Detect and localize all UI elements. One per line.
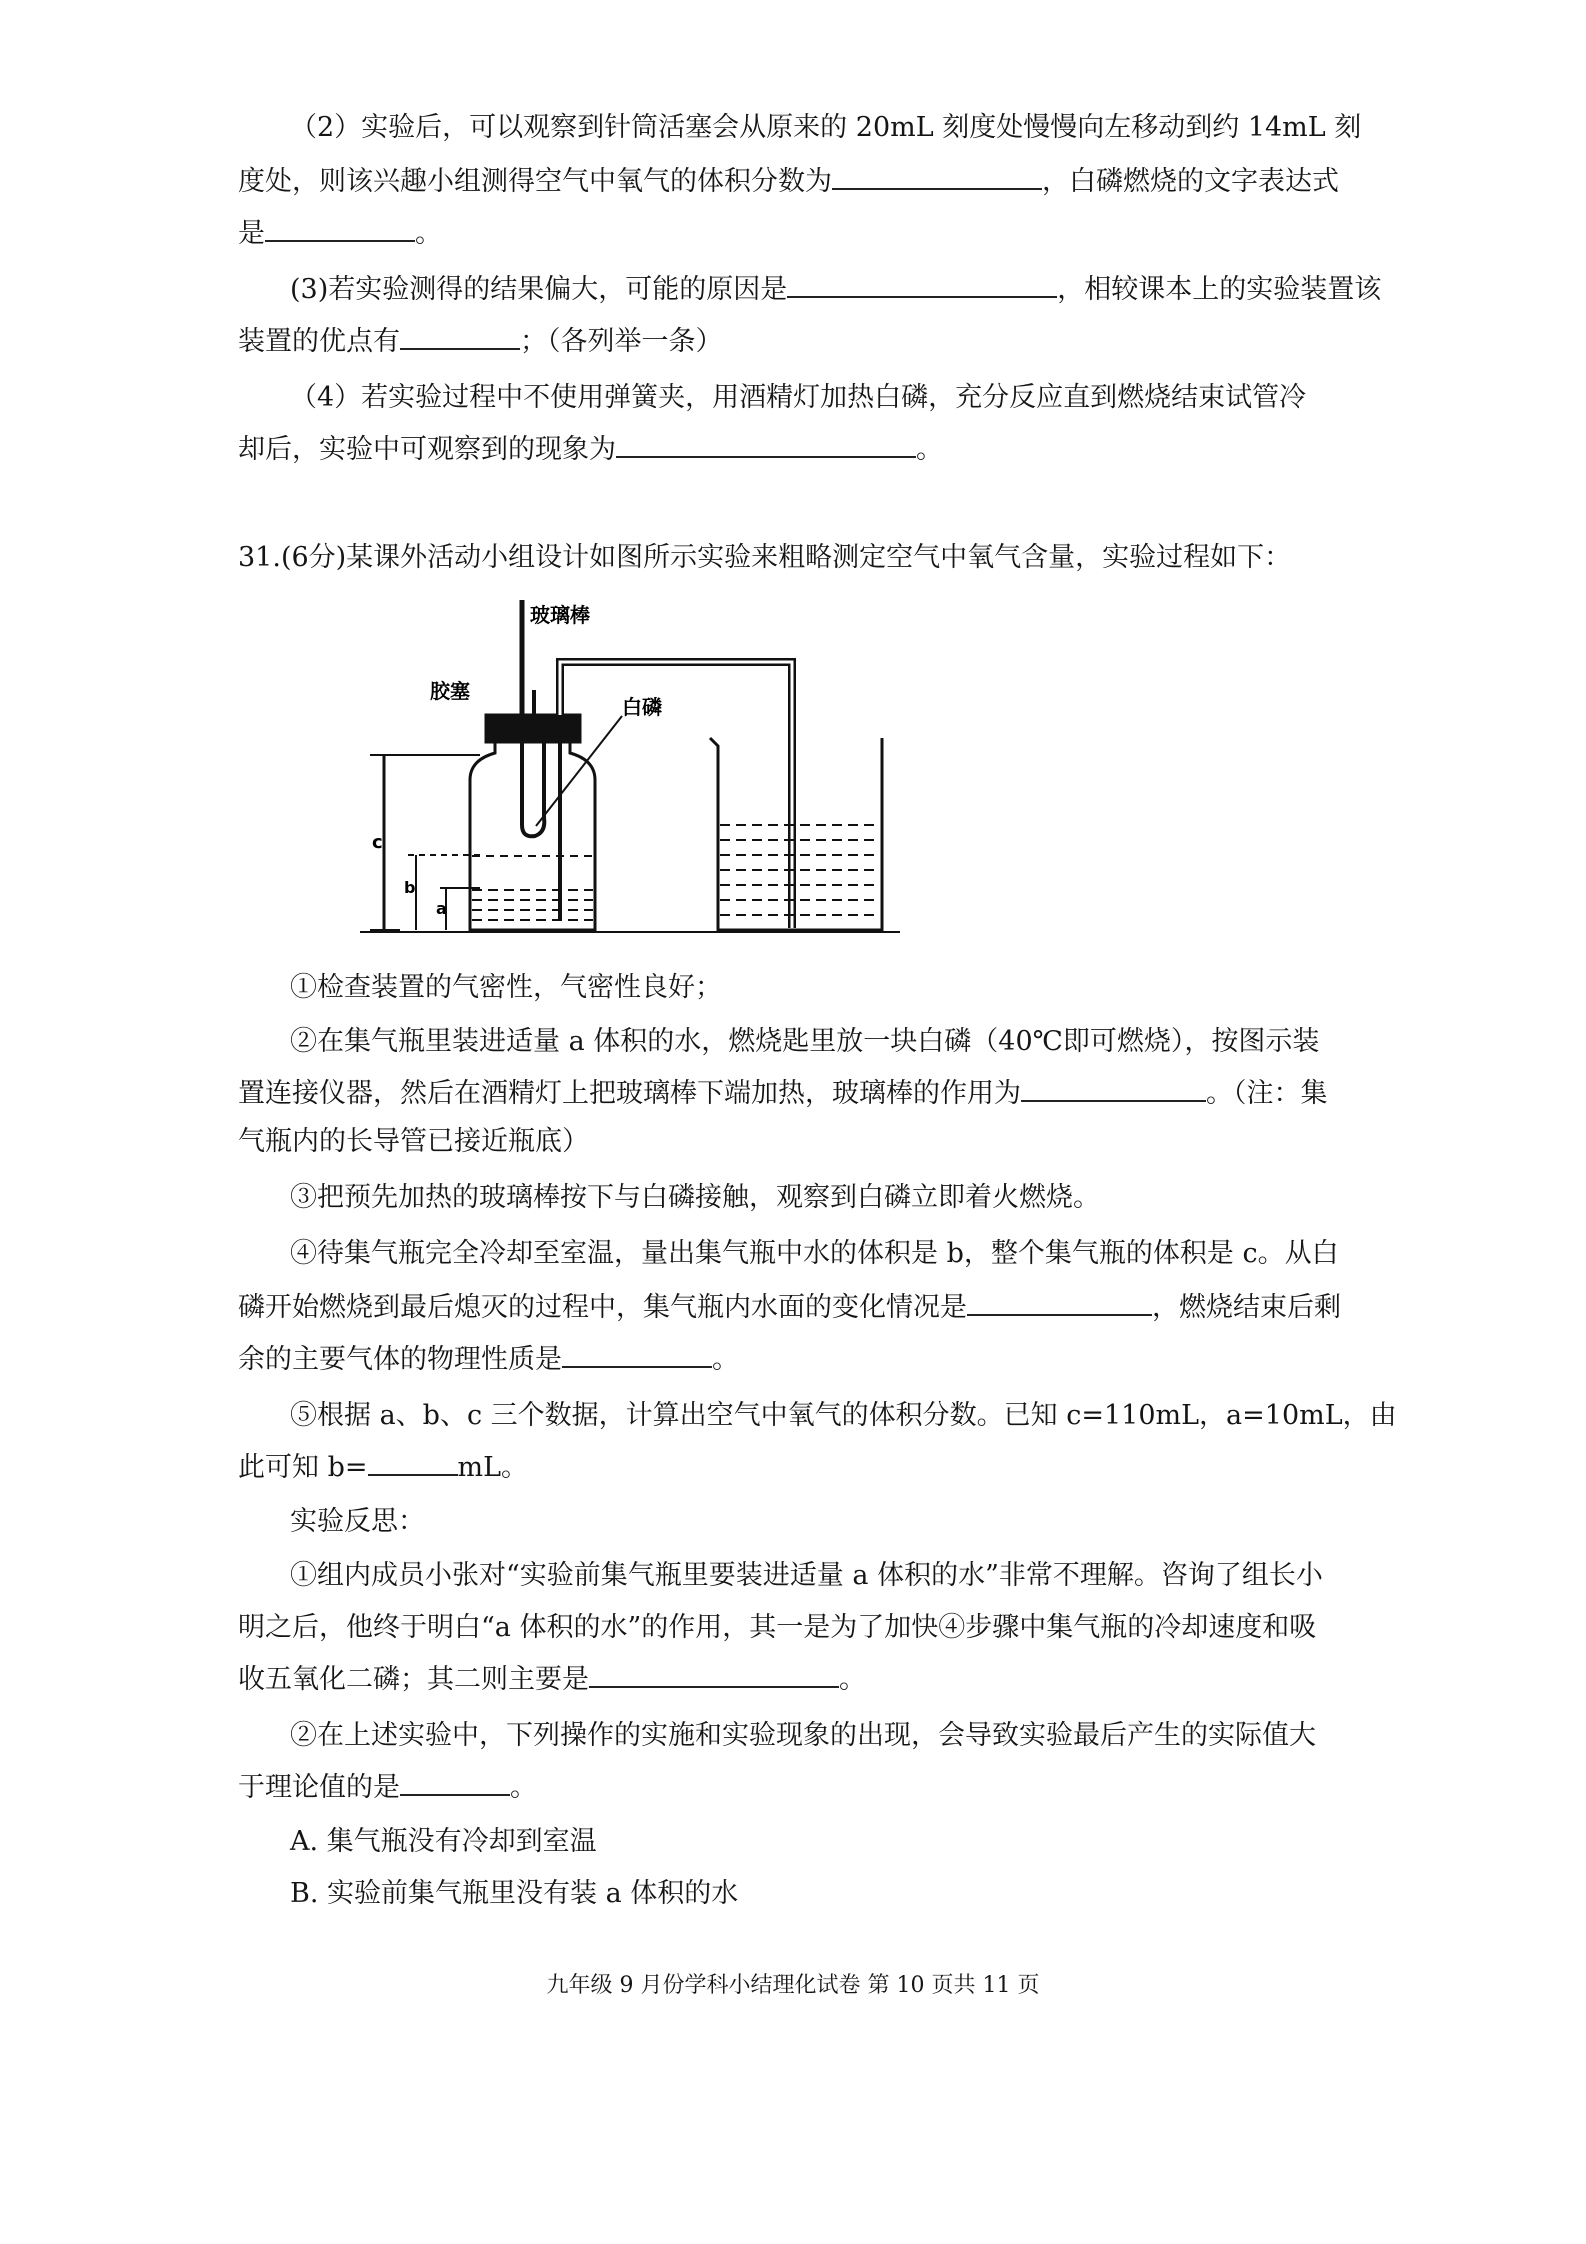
reflection-1-line2: 明之后，他终于明白“a 体积的水”的作用，其一是为了加快④步骤中集气瓶的冷却速度和吸 <box>238 1612 1317 1643</box>
option-a: A. 集气瓶没有冷却到室温 <box>290 1826 597 1857</box>
q31-step2-line1: ②在集气瓶里装进适量 a 体积的水，燃烧匙里放一块白磷（40℃即可燃烧），按图示装 <box>290 1026 1320 1057</box>
answer-blank <box>787 270 1057 298</box>
answer-blank <box>400 322 520 350</box>
reflection-1-line3: 收五氧化二磷；其二则主要是 。 <box>238 1660 1438 1700</box>
reflection-1-line1: ①组内成员小张对“实验前集气瓶里要装进适量 a 体积的水”非常不理解。咨询了组长小 <box>290 1560 1323 1591</box>
answer-blank <box>400 1768 510 1796</box>
q30-part2-line3: 是 。 <box>238 214 1438 254</box>
label-white-phosphorus: 白磷 <box>622 695 662 719</box>
q31-step5-line2: 此可知 b= mL。 <box>238 1448 1438 1488</box>
reflection-title: 实验反思： <box>290 1506 425 1537</box>
q31-step4-line3: 余的主要气体的物理性质是 。 <box>238 1340 1438 1380</box>
q30-part4-line1: （4）若实验过程中不使用弹簧夹，用酒精灯加热白磷，充分反应直到燃烧结束试管冷 <box>290 382 1307 413</box>
q31-step4-line1: ④待集气瓶完全冷却至室温，量出集气瓶中水的体积是 b，整个集气瓶的体积是 c。从白 <box>290 1238 1339 1269</box>
answer-blank <box>967 1288 1152 1316</box>
q30-part2-line2: 度处，则该兴趣小组测得空气中氧气的体积分数为 ，白磷燃烧的文字表达式 <box>238 162 1438 202</box>
answer-blank <box>616 430 916 458</box>
answer-blank <box>832 162 1042 190</box>
q31-step4-line2: 磷开始燃烧到最后熄灭的过程中，集气瓶内水面的变化情况是 ，燃烧结束后剩 <box>238 1288 1438 1328</box>
label-glass-rod: 玻璃棒 <box>530 603 590 627</box>
q31-step2-line3: 气瓶内的长导管已接近瓶底） <box>238 1126 589 1157</box>
q30-part3-line2: 装置的优点有 ；（各列举一条） <box>238 322 1438 362</box>
q31-step1: ①检查装置的气密性，气密性良好； <box>290 972 722 1003</box>
q31-intro: 31.(6分)某课外活动小组设计如图所示实验来粗略测定空气中氧气含量，实验过程如下： <box>238 542 1292 573</box>
label-b: b <box>404 878 416 897</box>
q31-step3: ③把预先加热的玻璃棒按下与白磷接触，观察到白磷立即着火燃烧。 <box>290 1182 1100 1213</box>
q30-part3-line1: (3)若实验测得的结果偏大，可能的原因是 ，相较课本上的实验装置该 <box>290 270 1490 310</box>
reflection-2-line2: 于理论值的是 。 <box>238 1768 1438 1808</box>
apparatus-diagram <box>360 590 920 950</box>
answer-blank <box>368 1448 458 1476</box>
reflection-2-line1: ②在上述实验中，下列操作的实施和实验现象的出现，会导致实验最后产生的实际值大 <box>290 1720 1316 1751</box>
q30-part4-line2: 却后，实验中可观察到的现象为 。 <box>238 430 1438 470</box>
answer-blank <box>562 1340 712 1368</box>
q30-part2-line1: （2）实验后，可以观察到针筒活塞会从原来的 20mL 刻度处慢慢向左移动到约 14mL 刻 <box>290 112 1362 143</box>
q31-step5-line1: ⑤根据 a、b、c 三个数据，计算出空气中氧气的体积分数。已知 c=110mL，a=10mL，由 <box>290 1400 1397 1431</box>
answer-blank <box>265 214 415 242</box>
answer-blank <box>1021 1074 1206 1102</box>
answer-blank <box>589 1660 839 1688</box>
label-a: a <box>436 899 447 918</box>
option-b: B. 实验前集气瓶里没有装 a 体积的水 <box>290 1878 739 1909</box>
label-c: c <box>372 832 383 853</box>
label-stopper: 胶塞 <box>430 679 470 703</box>
q31-step2-line2: 置连接仪器，然后在酒精灯上把玻璃棒下端加热，玻璃棒的作用为 。（注：集 <box>238 1074 1438 1114</box>
page-footer: 九年级 9 月份学科小结理化试卷 第 10 页共 11 页 <box>546 1973 1040 1998</box>
